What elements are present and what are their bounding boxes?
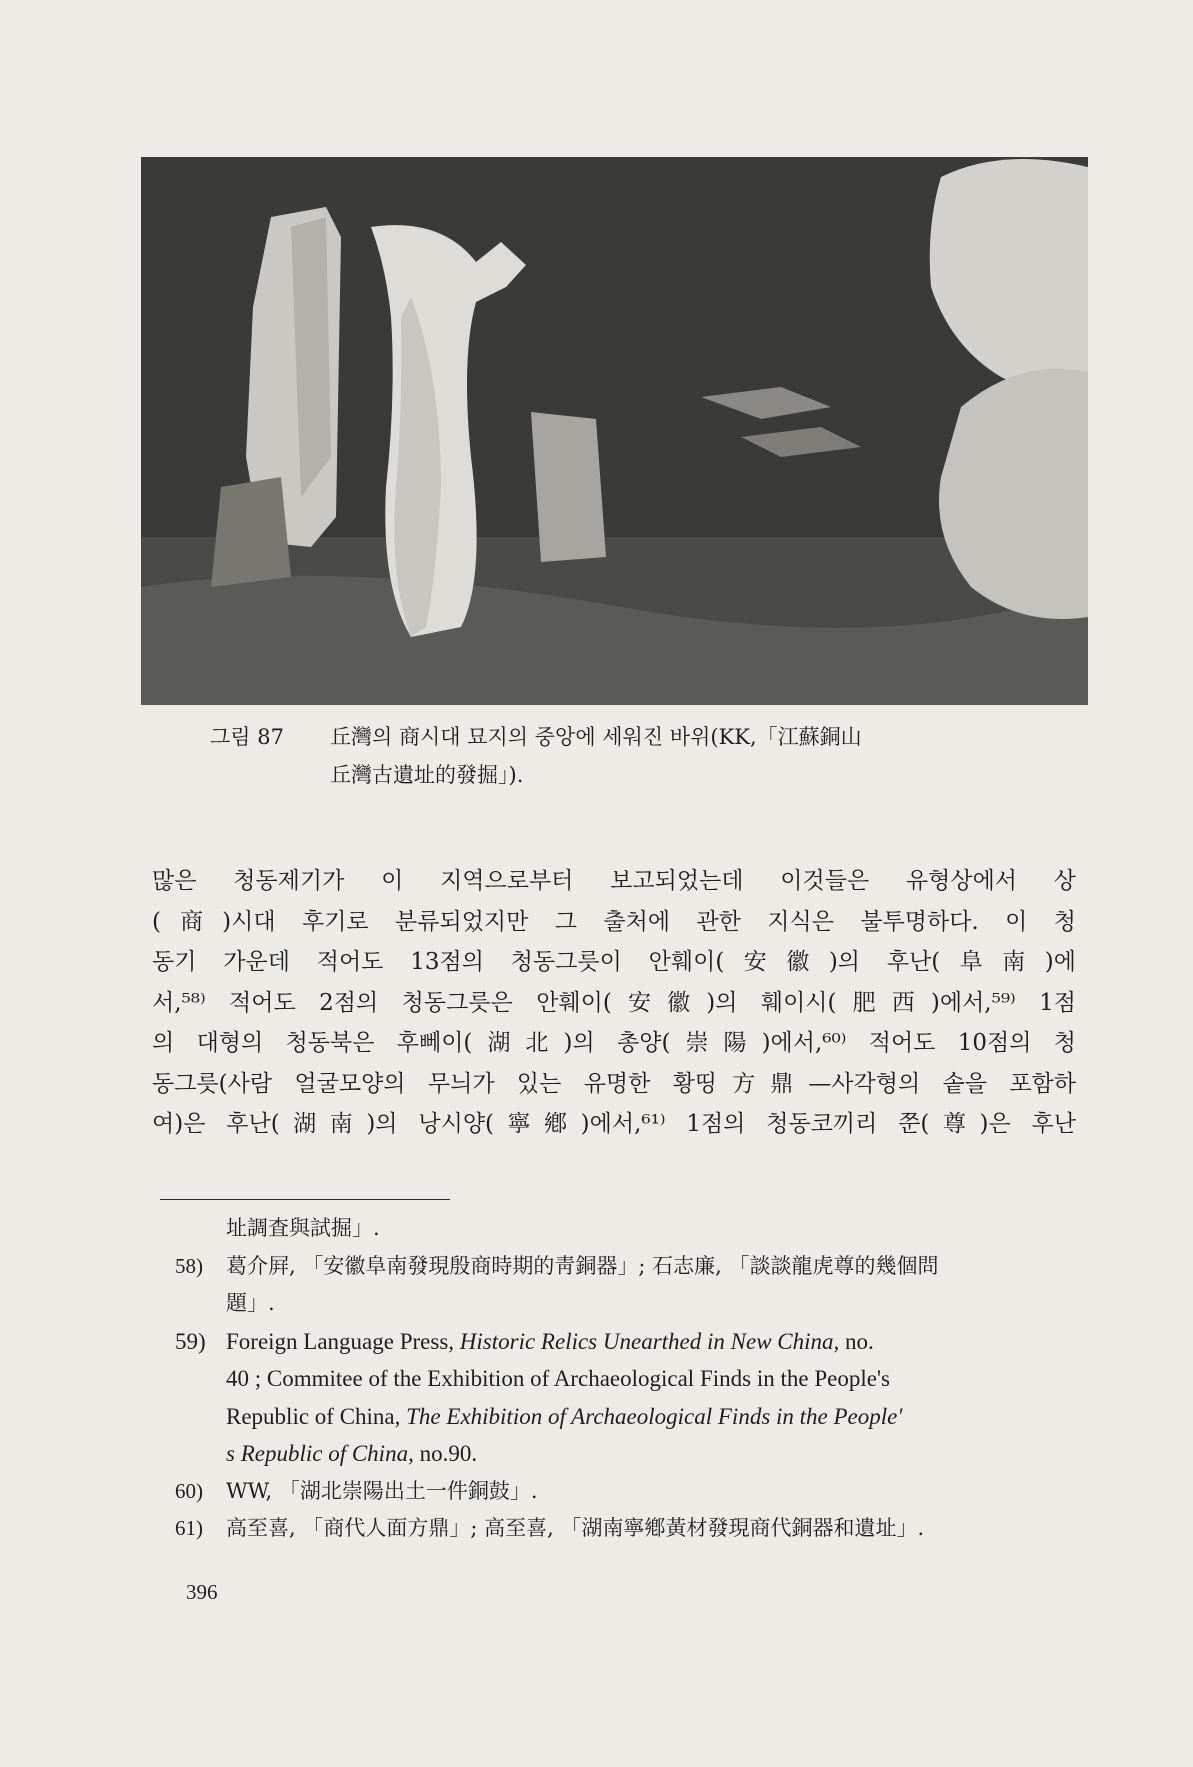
- publication-title: s Republic of China,: [226, 1441, 414, 1466]
- footnote-continued-text: 址調査與試掘」.: [226, 1216, 380, 1240]
- footnote-59: [175, 1323, 1075, 1473]
- body-line: (商)시대 후기로 분류되었지만 그 출처에 관한 지식은 불투명하다. 이 청: [152, 908, 1076, 935]
- footnote-number: 59): [175, 1328, 206, 1354]
- footnote-line: WW, 「湖北崇陽出土一件銅鼓」.: [226, 1478, 538, 1503]
- footnote-line: Foreign Language Press, Historic Relics Unearthed in New China, no.: [226, 1328, 874, 1354]
- body-line: 여)은 후난(湖南)의 낭시양(寧鄕)에서,⁶¹⁾ 1점의 청동코끼리 쭌(尊)은 후난: [152, 1111, 1076, 1137]
- footnote-continued: [175, 1210, 1075, 1248]
- footnote-61: [175, 1510, 1075, 1548]
- footnote-line: 題」.: [226, 1291, 275, 1315]
- caption-label: 그림 87: [210, 725, 284, 749]
- photo-illustration: [141, 157, 1088, 705]
- body-line: 많은 청동제기가 이 지역으로부터 보고되었는데 이것들은 유형상에서 상: [152, 868, 1076, 894]
- footnote-60: [175, 1473, 1075, 1511]
- footnotes: [175, 1210, 1075, 1548]
- footnote-line: 高至喜, 「商代人面方鼎」; 高至喜, 「湖南寧鄕黃材發現商代銅器和遺址」.: [226, 1516, 925, 1540]
- footnote-58: [175, 1248, 1075, 1323]
- body-line: 의 대형의 청동북은 후뻬이(湖北)의 총양(崇陽)에서,⁶⁰⁾ 적어도 10점의 청: [152, 1030, 1076, 1056]
- figure-photo: [141, 157, 1088, 705]
- body-paragraph: [152, 861, 1076, 1145]
- publication-title: Historic Relics Unearthed in New China,: [459, 1328, 840, 1354]
- footnote-line: 40 ; Commitee of the Exhibition of Archaeological Finds in the People's: [226, 1366, 891, 1391]
- footnote-number: 61): [175, 1516, 203, 1540]
- footnote-line: 葛介屛, 「安徽阜南發現殷商時期的靑銅器」; 石志廉, 「談談龍虎尊的幾個問: [226, 1253, 939, 1278]
- footnote-number: 60): [175, 1478, 203, 1503]
- caption-text-line-1: 丘灣의 商시대 묘지의 중앙에 세워진 바위(KK,「江蘇銅山: [330, 725, 862, 749]
- footnote-line: Republic of China, The Exhibition of Archaeological Finds in the People': [226, 1403, 903, 1429]
- figure-caption: [210, 718, 1040, 794]
- body-line: 서,⁵⁸⁾ 적어도 2점의 청동그릇은 안훼이(安徽)의 훼이시(肥西)에서,⁵⁹⁾ 1점: [152, 989, 1076, 1016]
- footnote-number: 58): [175, 1253, 203, 1278]
- caption-text-line-2: 丘灣古遺址的發掘」).: [330, 763, 524, 787]
- publication-title: The Exhibition of Archaeological Finds in the People': [406, 1403, 903, 1429]
- body-line: 동그릇(사람 얼굴모양의 무늬가 있는 유명한 황띵方鼎—사각형의 솥을 포함하: [152, 1070, 1076, 1097]
- page-number: 396: [186, 1580, 218, 1604]
- body-line: 동기 가운데 적어도 13점의 청동그릇이 안훼이(安徽)의 후난(阜南)에: [152, 949, 1076, 975]
- footnote-divider: [160, 1199, 450, 1200]
- footnote-line: s Republic of China, no.90.: [226, 1441, 478, 1466]
